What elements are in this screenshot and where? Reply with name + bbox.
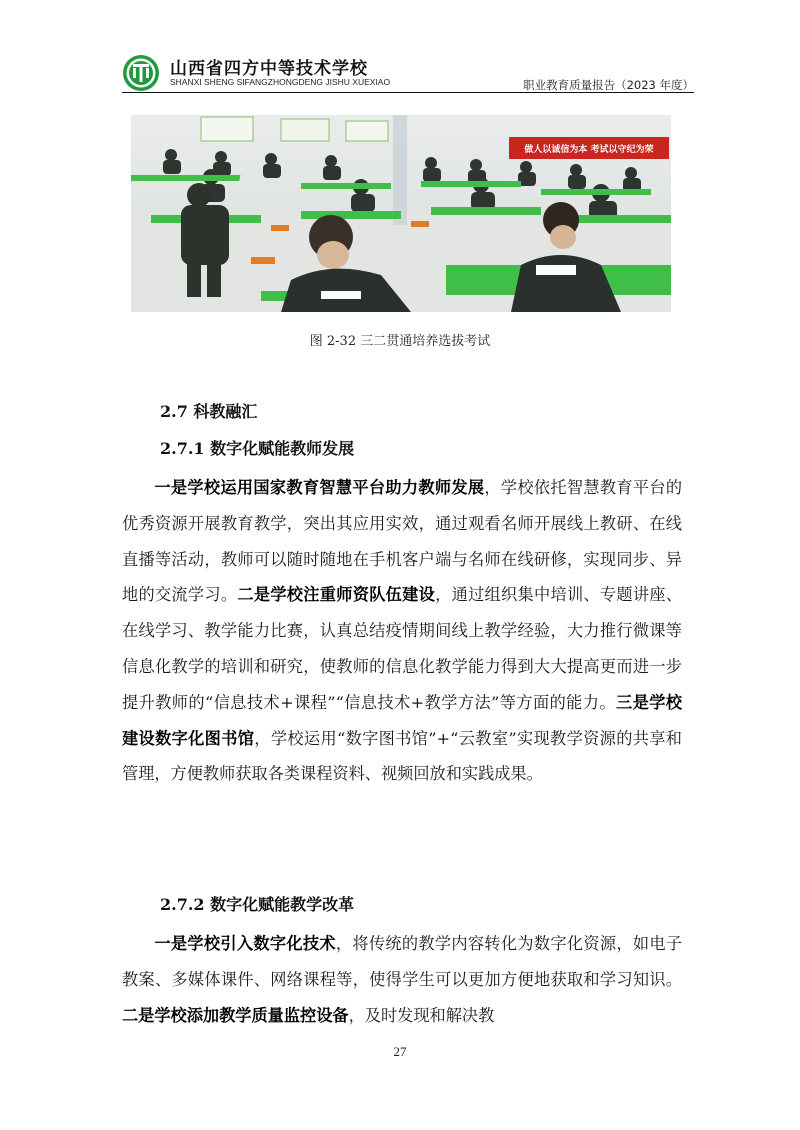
page-number: 27 — [393, 1044, 407, 1059]
exam-photo — [131, 115, 671, 312]
bold-phrase: 一是学校运用国家教育智慧平台助力教师发展 — [154, 478, 485, 497]
section-heading: 2.7 科教融汇 — [160, 402, 258, 421]
header-divider — [122, 92, 694, 93]
subsection-heading-2: 2.7.2 数字化赋能教学改革 — [160, 895, 355, 914]
paragraph-teaching-reform — [122, 926, 682, 1033]
paragraph-teacher-development — [122, 470, 682, 792]
school-logo-icon — [122, 54, 160, 92]
banner-text: 做人以诚信为本 考试以守纪为荣 — [524, 145, 654, 155]
body-text: ，学校运用“数字图书馆”+“云教室”实现教学资源的共享和管理，方便教师获取各类课程资料、视频回放和实践成果。 — [122, 728, 682, 784]
bold-phrase: 二是学校注重师资队伍建设 — [237, 585, 436, 605]
bold-phrase: 一是学校引入数字化技术 — [154, 934, 336, 953]
body-text: ，学校依托智慧教育平台的优秀资源开展教育教学，突出其应用实效，通过观看名师开展线上教研、在线直播等活动，教师可以随时随地在手机客户端与名师在线研修，实现同步、异地的交流学习。 — [122, 478, 683, 605]
body-text: ，将传统的教学内容转化为数字化资源，如电子教案、多媒体课件、网络课程等，使得学生可以更加方便地获取和学习知识。 — [122, 934, 683, 989]
school-name-cn: 山西省四方中等技术学校 — [170, 59, 368, 79]
school-name-en: SHANXI SHENG SIFANGZHONGDENG JISHU XUEXIAO — [170, 77, 391, 87]
bold-phrase: 三是学校建设数字化图书馆 — [122, 692, 682, 748]
exam-room-image — [131, 115, 671, 312]
figure-caption: 图 2-32 三二贯通培养选拔考试 — [309, 334, 491, 349]
body-text: ，及时发现和解决教 — [348, 1005, 495, 1025]
page-header — [122, 52, 694, 92]
report-title: 职业教育质量报告（2023 年度） — [523, 78, 694, 92]
body-text: ，通过组织集中培训、专题讲座、在线学习、教学能力比赛，认真总结疫情期间线上教学经验，大力推行微课等信息化教学的培训和研究，使教师的信息化教学能力得到大大提高更而进一步提升教师的“信息技术+课程”“信息技术+教学方法”等方面的能力。 — [122, 585, 683, 712]
bold-phrase: 二是学校添加教学质量监控设备 — [122, 1005, 349, 1025]
subsection-heading-1: 2.7.1 数字化赋能教师发展 — [160, 439, 355, 458]
